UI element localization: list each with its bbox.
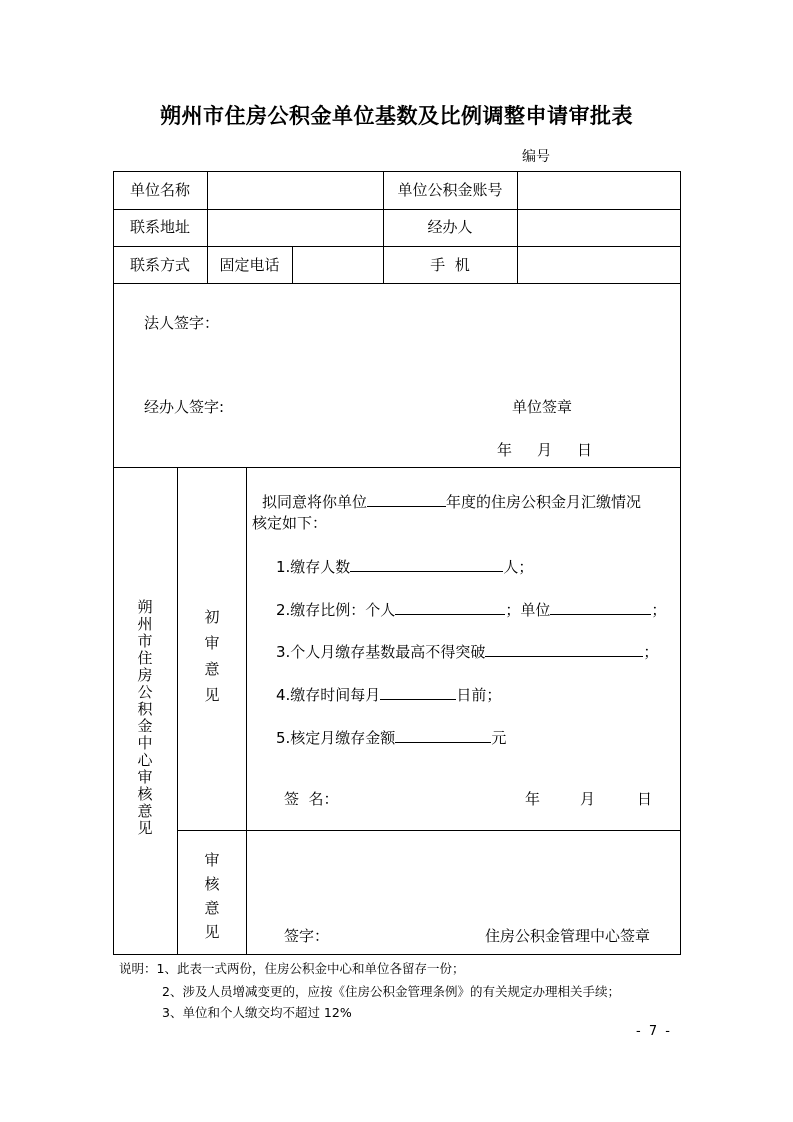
unit-rate-blank[interactable] xyxy=(550,599,651,615)
initial-review-label: 初审意见 xyxy=(204,608,220,704)
monthly-amount-blank[interactable] xyxy=(395,727,491,743)
intro-line2: 核定如下： xyxy=(252,514,328,532)
table-column-divider xyxy=(177,467,178,955)
account-number-label: 单位公积金账号 xyxy=(397,181,503,199)
item2-prefix: 2.缴存比例：个人 xyxy=(276,601,396,619)
handler-signature-label: 经办人签字: xyxy=(144,398,225,416)
item1-prefix: 1.缴存人数 xyxy=(276,558,351,576)
address-label: 联系地址 xyxy=(129,218,190,236)
center-review-label: 朔州市住房公积金中心审核意见 xyxy=(137,598,153,837)
table-row-divider xyxy=(113,283,681,284)
item1-suffix: 人； xyxy=(503,558,534,576)
payment-day-blank[interactable] xyxy=(380,684,456,700)
note-line-1: 说明：1、此表一式两份，住房公积金中心和单位各留存一份； xyxy=(119,961,465,976)
personal-rate-blank[interactable] xyxy=(395,599,505,615)
item4-prefix: 4.缴存时间每月 xyxy=(276,686,381,704)
table-row-divider xyxy=(113,209,681,210)
initial-month-label: 月 xyxy=(580,790,596,808)
max-base-blank[interactable] xyxy=(485,641,643,657)
handler-label: 经办人 xyxy=(427,218,473,236)
review-opinion-label: 审核意见 xyxy=(204,851,220,941)
center-seal-label: 住房公积金管理中心签章 xyxy=(485,927,651,945)
table-column-divider xyxy=(292,246,293,283)
item2-mid: ；单位 xyxy=(505,601,551,619)
item2-suffix: ； xyxy=(651,601,667,619)
unit-name-label: 单位名称 xyxy=(129,181,190,199)
table-column-divider xyxy=(517,171,518,283)
mobile-label: 手 机 xyxy=(430,256,470,274)
item-4 xyxy=(276,684,501,704)
intro-suffix: 年度的住房公积金月汇缴情况 xyxy=(446,493,642,511)
page-title: 朔州市住房公积金单位基数及比例调整申请审批表 xyxy=(160,103,633,128)
legal-person-signature-label: 法人签字： xyxy=(144,314,220,332)
initial-sign-label: 签 名： xyxy=(284,790,339,808)
page-number: - 7 - xyxy=(636,1024,672,1039)
item4-suffix: 日前； xyxy=(456,686,502,704)
initial-day-label: 日 xyxy=(637,790,653,808)
item3-prefix: 3.个人月缴存基数最高不得突破 xyxy=(276,643,486,661)
unit-seal-label: 单位签章 xyxy=(512,398,573,416)
item-5 xyxy=(276,727,506,747)
table-row-divider xyxy=(113,246,681,247)
item3-suffix: ； xyxy=(643,643,659,661)
note-line-2: 2、涉及人员增减变更的，应按《住房公积金管理条例》的有关规定办理相关手续； xyxy=(162,984,620,999)
landline-label: 固定电话 xyxy=(219,256,280,274)
intro-prefix: 拟同意将你单位 xyxy=(262,493,368,511)
serial-number-label: 编号 xyxy=(522,149,550,165)
review-sign-label: 签字： xyxy=(284,927,330,945)
date-day-label: 日 xyxy=(577,441,593,459)
table-column-divider xyxy=(246,467,247,955)
table-row-divider xyxy=(177,830,681,831)
item5-prefix: 5.核定月缴存金额 xyxy=(276,729,396,747)
headcount-blank[interactable] xyxy=(350,556,503,572)
date-year-label: 年 xyxy=(497,441,513,459)
initial-year-label: 年 xyxy=(525,790,541,808)
table-row-divider xyxy=(113,467,681,468)
item-1 xyxy=(276,556,533,576)
contact-method-label: 联系方式 xyxy=(129,256,190,274)
initial-review-intro xyxy=(262,491,641,511)
date-month-label: 月 xyxy=(537,441,553,459)
item-3 xyxy=(276,641,658,661)
note-line-3: 3、单位和个人缴交均不超过 12% xyxy=(162,1005,352,1020)
item-2 xyxy=(276,599,666,619)
year-blank[interactable] xyxy=(367,491,446,507)
item5-suffix: 元 xyxy=(491,729,507,747)
